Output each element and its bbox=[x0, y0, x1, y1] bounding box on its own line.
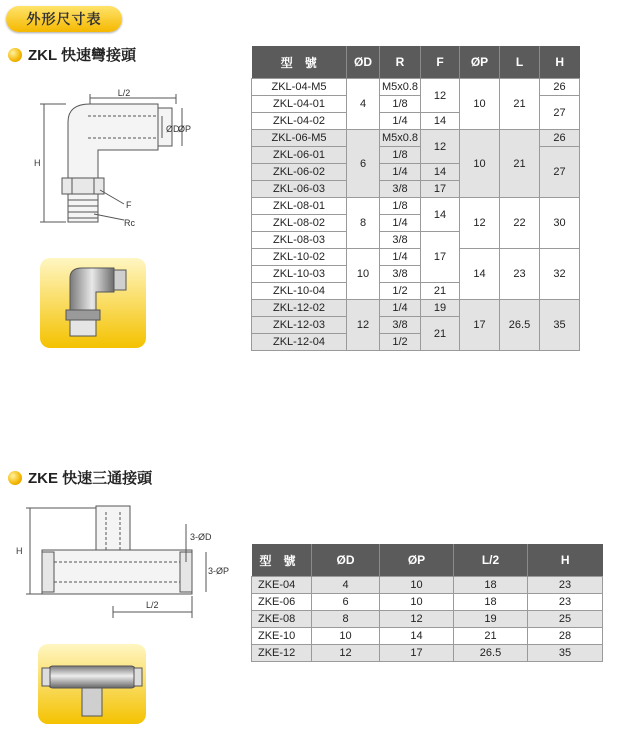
zke-label-op3: 3-ØP bbox=[208, 566, 230, 576]
f-cell: 12 bbox=[421, 130, 460, 164]
l-cell: 23 bbox=[500, 249, 540, 300]
zkl-title-text: ZKL 快速彎接頭 bbox=[28, 47, 137, 64]
op-cell: 12 bbox=[380, 611, 454, 628]
r-cell: 1/4 bbox=[380, 300, 421, 317]
table-row bbox=[252, 628, 603, 645]
f-cell: 17 bbox=[421, 232, 460, 283]
od-cell: 4 bbox=[347, 79, 380, 130]
l2-cell: 18 bbox=[454, 577, 528, 594]
model-cell: ZKL-06-01 bbox=[252, 147, 347, 164]
op-cell: 17 bbox=[460, 300, 500, 351]
zke-header-row bbox=[252, 544, 603, 577]
zkl-title bbox=[8, 44, 136, 65]
h-cell: 30 bbox=[540, 198, 580, 249]
h-cell: 27 bbox=[540, 96, 580, 130]
model-cell: ZKL-08-03 bbox=[252, 232, 347, 249]
od-cell: 12 bbox=[347, 300, 380, 351]
zke-col-header: ØP bbox=[380, 544, 454, 577]
model-cell: ZKL-08-02 bbox=[252, 215, 347, 232]
h-cell: 23 bbox=[528, 594, 603, 611]
zkl-label-h: H bbox=[34, 158, 41, 168]
zkl-col-header: H bbox=[540, 46, 580, 79]
zke-label-l2: L/2 bbox=[146, 600, 159, 610]
zkl-col-header: ØP bbox=[460, 46, 500, 79]
op-cell: 10 bbox=[460, 79, 500, 130]
l2-cell: 26.5 bbox=[454, 645, 528, 662]
model-cell: ZKL-04-M5 bbox=[252, 79, 347, 96]
l-cell: 26.5 bbox=[500, 300, 540, 351]
zkl-col-header: L bbox=[500, 46, 540, 79]
table-row bbox=[252, 300, 580, 317]
od-cell: 4 bbox=[312, 577, 380, 594]
bullet-icon bbox=[8, 48, 22, 62]
zke-col-header: 型 號 bbox=[252, 544, 312, 577]
od-cell: 6 bbox=[312, 594, 380, 611]
zkl-col-header: 型 號 bbox=[252, 46, 347, 79]
model-cell: ZKL-06-03 bbox=[252, 181, 347, 198]
table-row bbox=[252, 611, 603, 628]
r-cell: 1/2 bbox=[380, 334, 421, 351]
zkl-label-op: ØP bbox=[178, 124, 192, 134]
l2-cell: 18 bbox=[454, 594, 528, 611]
r-cell: M5x0.8 bbox=[380, 79, 421, 96]
table-row bbox=[252, 130, 580, 147]
f-cell: 21 bbox=[421, 283, 460, 300]
h-cell: 27 bbox=[540, 147, 580, 198]
zke-title-text: ZKE 快速三通接頭 bbox=[28, 470, 153, 487]
model-cell: ZKL-10-03 bbox=[252, 266, 347, 283]
zkl-product-photo bbox=[40, 258, 146, 348]
f-cell: 14 bbox=[421, 164, 460, 181]
l2-cell: 19 bbox=[454, 611, 528, 628]
r-cell: 1/4 bbox=[380, 164, 421, 181]
bullet-icon bbox=[8, 471, 22, 485]
model-cell: ZKL-12-03 bbox=[252, 317, 347, 334]
zkl-label-rc: Rc bbox=[124, 218, 135, 228]
zke-col-header: ØD bbox=[312, 544, 380, 577]
zke-title bbox=[8, 467, 152, 488]
zkl-spec-table bbox=[251, 46, 580, 351]
zkl-label-f: F bbox=[126, 200, 132, 210]
h-cell: 25 bbox=[528, 611, 603, 628]
h-cell: 35 bbox=[528, 645, 603, 662]
r-cell: 1/8 bbox=[380, 147, 421, 164]
zkl-label-od: ØD bbox=[166, 124, 180, 134]
op-cell: 10 bbox=[460, 130, 500, 198]
model-cell: ZKL-04-01 bbox=[252, 96, 347, 113]
model-cell: ZKL-04-02 bbox=[252, 113, 347, 130]
model-cell: ZKE-04 bbox=[252, 577, 312, 594]
r-cell: 3/8 bbox=[380, 266, 421, 283]
od-cell: 10 bbox=[347, 249, 380, 300]
table-row bbox=[252, 594, 603, 611]
l-cell: 21 bbox=[500, 130, 540, 198]
f-cell: 12 bbox=[421, 79, 460, 113]
h-cell: 26 bbox=[540, 130, 580, 147]
f-cell: 17 bbox=[421, 181, 460, 198]
r-cell: M5x0.8 bbox=[380, 130, 421, 147]
f-cell: 19 bbox=[421, 300, 460, 317]
l-cell: 21 bbox=[500, 79, 540, 130]
op-cell: 14 bbox=[460, 249, 500, 300]
l2-cell: 21 bbox=[454, 628, 528, 645]
od-cell: 8 bbox=[312, 611, 380, 628]
model-cell: ZKL-06-02 bbox=[252, 164, 347, 181]
model-cell: ZKL-08-01 bbox=[252, 198, 347, 215]
zkl-header-row bbox=[252, 46, 580, 79]
model-cell: ZKL-10-02 bbox=[252, 249, 347, 266]
h-cell: 28 bbox=[528, 628, 603, 645]
table-row bbox=[252, 577, 603, 594]
table-row bbox=[252, 79, 580, 96]
od-cell: 8 bbox=[347, 198, 380, 249]
r-cell: 3/8 bbox=[380, 232, 421, 249]
h-cell: 32 bbox=[540, 249, 580, 300]
table-row bbox=[252, 249, 580, 266]
f-cell: 14 bbox=[421, 198, 460, 232]
zke-label-h: H bbox=[16, 546, 23, 556]
section-header-pill: 外形尺寸表 bbox=[6, 6, 122, 32]
od-cell: 12 bbox=[312, 645, 380, 662]
zke-col-header: H bbox=[528, 544, 603, 577]
h-cell: 23 bbox=[528, 577, 603, 594]
zke-spec-table bbox=[251, 544, 603, 662]
h-cell: 35 bbox=[540, 300, 580, 351]
od-cell: 6 bbox=[347, 130, 380, 198]
table-row bbox=[252, 198, 580, 215]
model-cell: ZKL-10-04 bbox=[252, 283, 347, 300]
op-cell: 10 bbox=[380, 594, 454, 611]
r-cell: 1/8 bbox=[380, 198, 421, 215]
r-cell: 1/4 bbox=[380, 113, 421, 130]
zkl-col-header: R bbox=[380, 46, 421, 79]
model-cell: ZKE-06 bbox=[252, 594, 312, 611]
zkl-dimension-drawing bbox=[28, 88, 192, 238]
zke-product-photo bbox=[38, 644, 146, 724]
r-cell: 3/8 bbox=[380, 317, 421, 334]
zke-label-od3: 3-ØD bbox=[190, 532, 212, 542]
l-cell: 22 bbox=[500, 198, 540, 249]
r-cell: 1/8 bbox=[380, 96, 421, 113]
f-cell: 21 bbox=[421, 317, 460, 351]
r-cell: 1/4 bbox=[380, 249, 421, 266]
r-cell: 1/2 bbox=[380, 283, 421, 300]
r-cell: 1/4 bbox=[380, 215, 421, 232]
op-cell: 10 bbox=[380, 577, 454, 594]
table-row bbox=[252, 645, 603, 662]
od-cell: 10 bbox=[312, 628, 380, 645]
model-cell: ZKL-06-M5 bbox=[252, 130, 347, 147]
zkl-label-l2: L/2 bbox=[117, 88, 131, 98]
r-cell: 3/8 bbox=[380, 181, 421, 198]
model-cell: ZKL-12-02 bbox=[252, 300, 347, 317]
zke-col-header: L/2 bbox=[454, 544, 528, 577]
f-cell: 14 bbox=[421, 113, 460, 130]
zkl-col-header: ØD bbox=[347, 46, 380, 79]
model-cell: ZKE-08 bbox=[252, 611, 312, 628]
op-cell: 17 bbox=[380, 645, 454, 662]
op-cell: 12 bbox=[460, 198, 500, 249]
h-cell: 26 bbox=[540, 79, 580, 96]
model-cell: ZKE-12 bbox=[252, 645, 312, 662]
model-cell: ZKL-12-04 bbox=[252, 334, 347, 351]
zkl-col-header: F bbox=[421, 46, 460, 79]
model-cell: ZKE-10 bbox=[252, 628, 312, 645]
op-cell: 14 bbox=[380, 628, 454, 645]
zke-dimension-drawing bbox=[10, 500, 230, 625]
